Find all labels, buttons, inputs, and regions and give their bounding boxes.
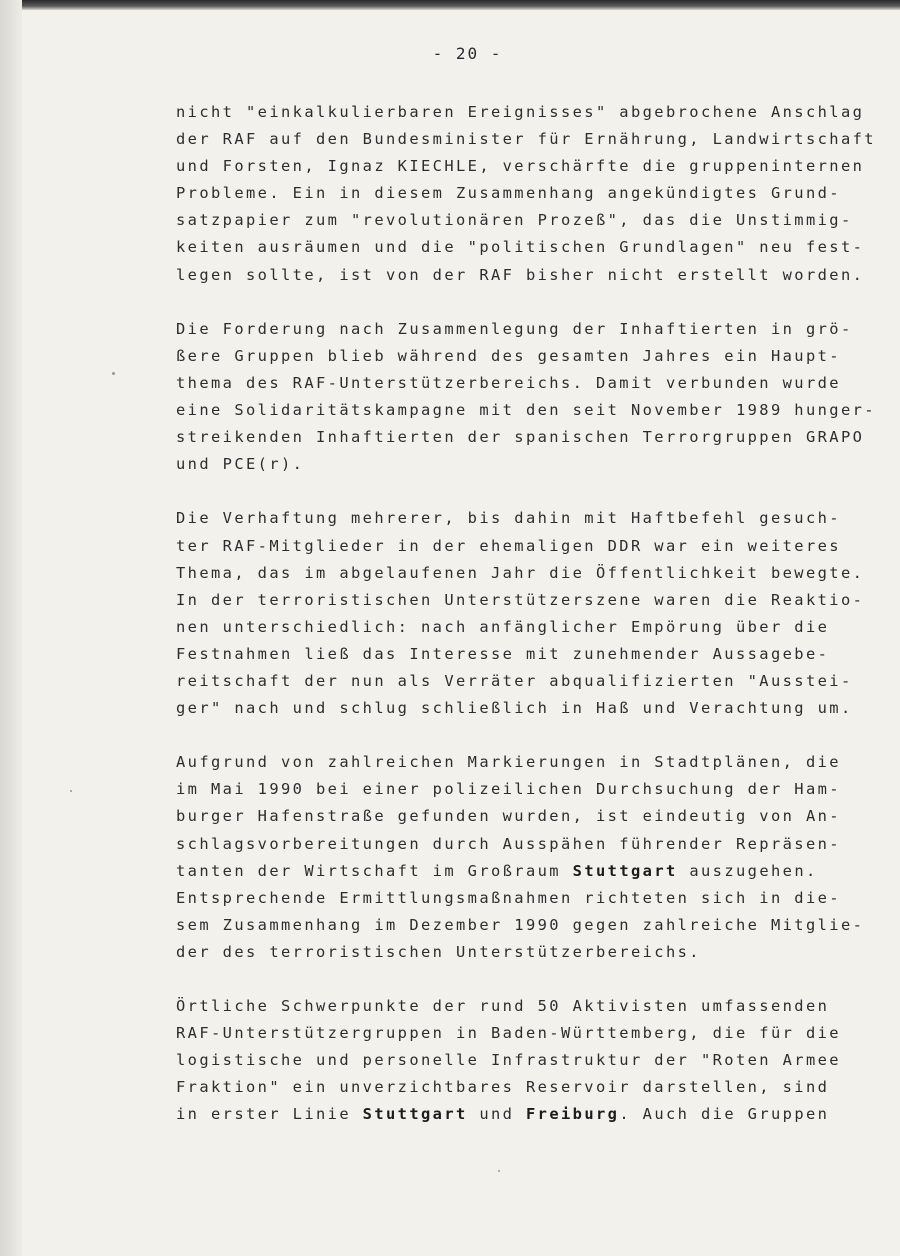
text-line (176, 993, 876, 1020)
text-line (176, 614, 876, 641)
paragraph-5 (176, 993, 876, 1128)
text-line (176, 370, 876, 397)
text-line (176, 533, 876, 560)
text-line (176, 451, 876, 478)
text-line (176, 912, 876, 939)
text-segment: . Auch die Gruppen (619, 1105, 830, 1124)
paragraph-4 (176, 749, 876, 966)
text-line (176, 1020, 876, 1047)
text-line (176, 560, 876, 587)
text-line (176, 776, 876, 803)
text-line (176, 1074, 876, 1101)
bold-text: Freiburg (526, 1105, 620, 1124)
text-segment: In der terroristischen Unterstützerszene waren die Reaktio- (176, 590, 865, 609)
text-segment: Thema, das im abgelaufenen Jahr die Öffentlichkeit bewegte. (176, 563, 865, 582)
scan-speck (112, 372, 115, 375)
text-segment: nicht "einkalkulierbaren Ereignisses" abgebrochene Anschlag (176, 103, 865, 121)
text-segment: nen unterschiedlich: nach anfänglicher Empörung über die (176, 617, 830, 636)
bold-text: Stuttgart (362, 1105, 468, 1124)
text-line (176, 397, 876, 424)
text-line (176, 858, 876, 885)
text-line (176, 316, 876, 343)
text-segment: tanten der Wirtschaft im Großraum (176, 861, 573, 880)
paragraph-2 (176, 316, 876, 479)
text-segment: keiten ausräumen und die "politischen Grundlagen" neu fest- (176, 238, 865, 257)
page-number: - 20 - (432, 44, 503, 63)
text-segment: und Forsten, Ignaz KIECHLE, verschärfte die gruppeninternen (176, 157, 865, 176)
text-segment: Aufgrund von zahlreichen Markierungen in Stadtplänen, die (176, 753, 841, 772)
scan-top-edge (0, 0, 900, 10)
text-line (176, 234, 876, 261)
body-text (176, 99, 876, 1156)
text-segment: ger" nach und schlug schließlich in Haß und Verachtung um. (176, 699, 853, 718)
text-line (176, 126, 876, 153)
text-line (176, 424, 876, 451)
text-line (176, 695, 876, 722)
text-line (176, 99, 876, 126)
scan-speck (498, 1170, 500, 1172)
text-segment: in erster Linie (176, 1105, 363, 1124)
text-segment: reitschaft der nun als Verräter abqualifizierten "Ausstei- (176, 671, 853, 690)
text-segment: im Mai 1990 bei einer polizeilichen Durchsuchung der Ham- (176, 780, 841, 799)
text-line (176, 1101, 876, 1128)
paragraph-3 (176, 505, 876, 722)
text-segment: streikenden Inhaftierten der spanischen Terrorgruppen GRAPO (176, 428, 865, 447)
text-line (176, 343, 876, 370)
text-line (176, 262, 876, 289)
text-segment: Fraktion" ein unverzichtbares Reservoir darstellen, sind (176, 1078, 830, 1097)
text-segment: legen sollte, ist von der RAF bisher nicht erstellt worden. (176, 265, 865, 284)
text-segment: der des terroristischen Unterstützerbereichs. (176, 942, 701, 961)
text-segment: burger Hafenstraße gefunden wurden, ist eindeutig von An- (176, 807, 841, 826)
text-line (176, 939, 876, 966)
text-segment: und PCE(r). (176, 455, 305, 474)
text-line (176, 587, 876, 614)
text-segment: Festnahmen ließ das Interesse mit zunehmender Aussagebe- (176, 644, 830, 663)
text-segment: satzpapier zum "revolutionären Prozeß", das die Unstimmig- (176, 211, 853, 230)
text-segment: schlagsvorbereitungen durch Ausspähen führender Repräsen- (176, 834, 841, 853)
text-segment: thema des RAF-Unterstützerbereichs. Damit verbunden wurde (176, 373, 841, 392)
text-segment: RAF-Unterstützergruppen in Baden-Württemberg, die für die (176, 1024, 841, 1043)
text-line (176, 641, 876, 668)
text-segment: ter RAF-Mitglieder in der ehemaligen DDR war ein weiteres (176, 536, 841, 555)
paragraph-1 (176, 99, 876, 289)
text-line (176, 885, 876, 912)
text-line (176, 749, 876, 776)
scan-speck (70, 790, 72, 792)
text-line (176, 153, 876, 180)
text-segment: Probleme. Ein in diesem Zusammenhang angekündigtes Grund- (176, 184, 841, 203)
text-segment: Entsprechende Ermittlungsmaßnahmen richteten sich in die- (176, 888, 841, 907)
text-segment: Die Forderung nach Zusammenlegung der Inhaftierten in grö- (176, 319, 853, 338)
text-segment: ßere Gruppen blieb während des gesamten Jahres ein Haupt- (176, 346, 841, 365)
text-segment: logistische und personelle Infrastruktur der "Roten Armee (176, 1051, 841, 1070)
bold-text: Stuttgart (572, 861, 678, 880)
text-segment: Örtliche Schwerpunkte der rund 50 Aktivisten umfassenden (176, 997, 830, 1016)
text-segment: Die Verhaftung mehrerer, bis dahin mit Haftbefehl gesuch- (176, 509, 841, 528)
text-segment: auszugehen. (677, 861, 818, 880)
text-segment: eine Solidaritätskampagne mit den seit November 1989 hunger- (176, 401, 876, 420)
text-line (176, 803, 876, 830)
text-line (176, 207, 876, 234)
text-segment: und (467, 1105, 526, 1124)
text-segment: der RAF auf den Bundesminister für Ernährung, Landwirtschaft (176, 130, 876, 149)
text-line (176, 1047, 876, 1074)
text-line (176, 505, 876, 532)
text-line (176, 668, 876, 695)
text-segment: sem Zusammenhang im Dezember 1990 gegen zahlreiche Mitglie- (176, 915, 865, 934)
text-line (176, 831, 876, 858)
text-line (176, 180, 876, 207)
scan-left-edge (0, 0, 22, 1256)
